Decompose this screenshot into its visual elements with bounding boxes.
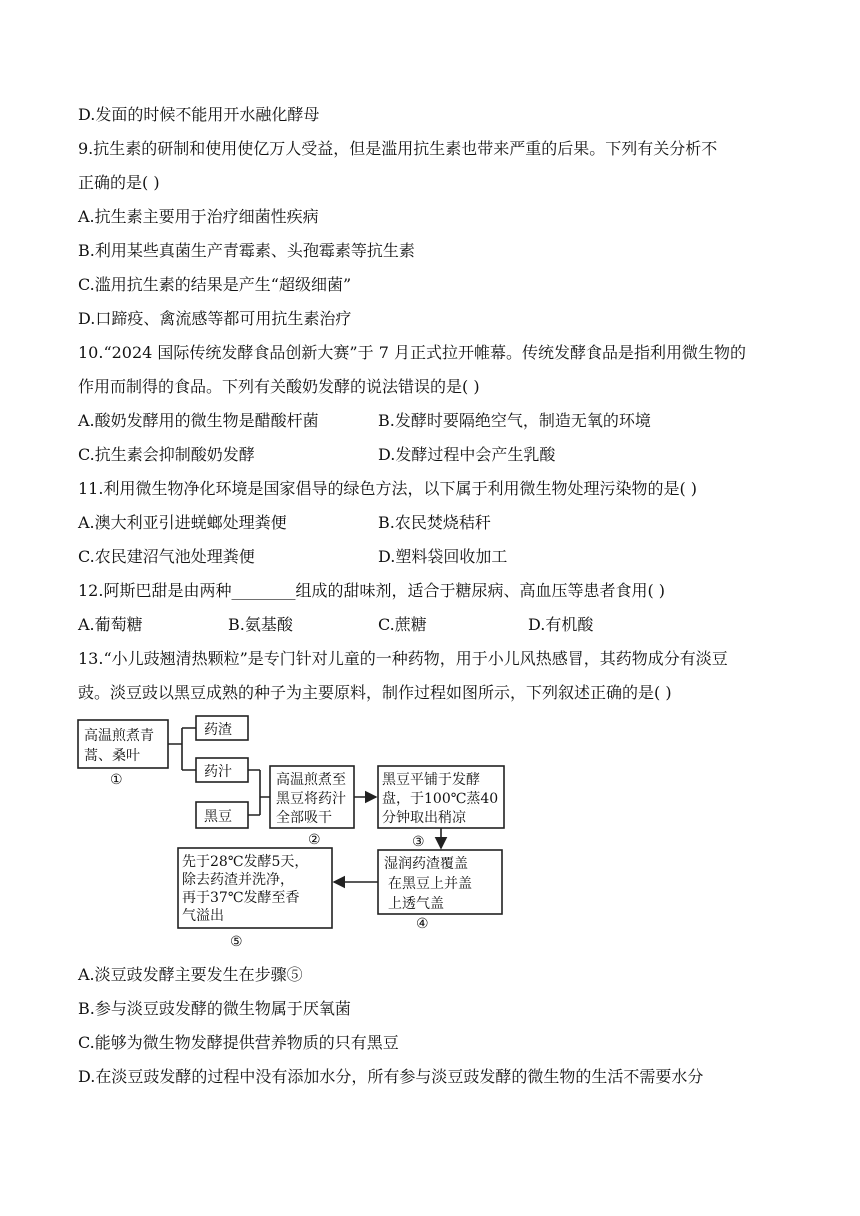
step3-label: ③ [412, 834, 425, 850]
q8-option-d: D.发面的时候不能用开水融化酵母 [78, 105, 320, 124]
q10-option-b: B.发酵时要隔绝空气，制造无氧的环境 [378, 411, 651, 430]
q10-option-a: A.酸奶发酵用的微生物是醋酸杆菌 [78, 411, 319, 430]
q10-stem-line2: 作用而制得的食品。下列有关酸奶发酵的说法错误的是( ) [78, 377, 480, 396]
q9-stem-line2: 正确的是( ) [78, 173, 160, 192]
q11-option-a: A.澳大利亚引进蜣螂处理粪便 [78, 513, 287, 532]
q9-option-c: C.滥用抗生素的结果是产生“超级细菌” [78, 275, 352, 294]
box4-line2: 在黑豆上并盖 [388, 876, 472, 892]
q12-option-a: A.葡萄糖 [78, 615, 143, 634]
residue-label: 药渣 [204, 722, 232, 738]
box5-line4: 气溢出 [182, 908, 224, 924]
q12-option-b: B.氨基酸 [228, 615, 293, 634]
q9-stem-line1: 9.抗生素的研制和使用使亿万人受益，但是滥用抗生素也带来严重的后果。下列有关分析不 [78, 139, 718, 158]
q9-option-a: A.抗生素主要用于治疗细菌性疾病 [78, 207, 319, 226]
q9-option-b: B.利用某些真菌生产青霉素、头孢霉素等抗生素 [78, 241, 415, 260]
q9-option-d: D.口蹄疫、禽流感等都可用抗生素治疗 [78, 309, 352, 328]
q10-stem-line1: 10.“2024 国际传统发酵食品创新大赛”于 7 月正式拉开帷幕。传统发酵食品是指利用微生物的 [78, 343, 746, 362]
box4-line1: 湿润药渣覆盖 [384, 856, 468, 872]
box5-line2: 除去药渣并洗净， [182, 872, 294, 888]
q13-option-c: C.能够为微生物发酵提供营养物质的只有黑豆 [78, 1033, 399, 1052]
step4-label: ④ [416, 916, 429, 932]
q13-stem-line2: 豉。淡豆豉以黑豆成熟的种子为主要原料，制作过程如图所示，下列叙述正确的是( ) [78, 683, 672, 702]
box3-line3: 分钟取出稍凉 [382, 810, 466, 826]
q13-option-d: D.在淡豆豉发酵的过程中没有添加水分，所有参与淡豆豉发酵的微生物的生活不需要水分 [78, 1067, 704, 1086]
box5-line1: 先于28℃发酵5天， [182, 854, 309, 870]
bean-label: 黑豆 [204, 809, 232, 825]
q10-option-c: C.抗生素会抑制酸奶发酵 [78, 445, 255, 464]
q11-stem: 11.利用微生物净化环境是国家倡导的绿色方法，以下属于利用微生物处理污染物的是( ) [78, 479, 698, 498]
juice-label: 药汁 [204, 764, 232, 780]
box2-line1: 高温煎煮至 [276, 772, 346, 788]
branch-lines [168, 728, 196, 770]
process-flow-diagram [72, 712, 512, 960]
q13-stem-line1: 13.“小儿豉翘清热颗粒”是专门针对儿童的一种药物，用于小儿风热感冒，其药物成分有淡豆 [78, 649, 728, 668]
q12-option-d: D.有机酸 [528, 615, 594, 634]
q11-option-b: B.农民焚烧秸秆 [378, 513, 491, 532]
q12-stem: 12.阿斯巴甜是由两种________组成的甜味剂，适合于糖尿病、高血压等患者食用( ) [78, 581, 666, 600]
step2-label: ② [308, 832, 321, 848]
box2-line2: 黑豆将药汁 [276, 791, 346, 807]
box4-line3: 上透气盖 [388, 896, 444, 912]
q10-option-d: D.发酵过程中会产生乳酸 [378, 445, 556, 464]
q11-option-c: C.农民建沼气池处理粪便 [78, 547, 255, 566]
q12-option-c: C.蔗糖 [378, 615, 427, 634]
q13-option-a: A.淡豆豉发酵主要发生在步骤⑤ [78, 965, 303, 984]
box3-line2: 盘，于100℃蒸40 [382, 791, 499, 807]
box1-line1: 高温煎煮青 [84, 728, 154, 744]
merge-lines [248, 770, 270, 815]
box1-line2: 蒿、桑叶 [84, 748, 140, 764]
box3-line1: 黑豆平铺于发酵 [382, 772, 480, 788]
box5-line3: 再于37℃发酵至香 [182, 890, 300, 906]
step5-label: ⑤ [230, 934, 243, 950]
q11-option-d: D.塑料袋回收加工 [378, 547, 508, 566]
step1-label: ① [110, 772, 123, 788]
box2-line3: 全部吸干 [276, 810, 332, 826]
q13-option-b: B.参与淡豆豉发酵的微生物属于厌氧菌 [78, 999, 351, 1018]
